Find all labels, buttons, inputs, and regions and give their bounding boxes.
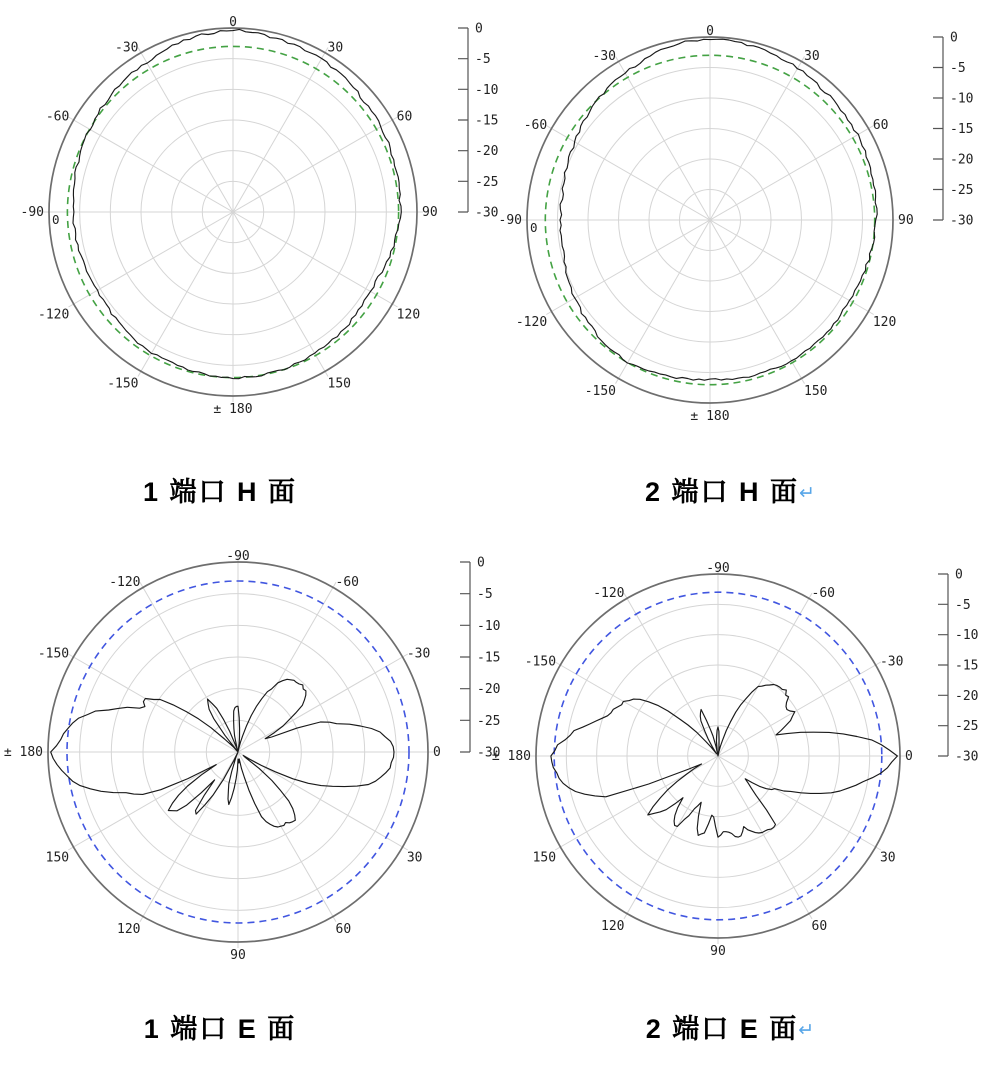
svg-text:-30: -30 bbox=[879, 654, 904, 670]
svg-text:-150: -150 bbox=[37, 646, 70, 662]
polar-chart-port1-e-plane bbox=[0, 540, 510, 990]
svg-text:0: 0 bbox=[229, 15, 237, 30]
svg-text:0: 0 bbox=[706, 24, 714, 39]
svg-text:0: 0 bbox=[955, 567, 963, 583]
svg-text:-15: -15 bbox=[475, 113, 499, 129]
svg-text:-20: -20 bbox=[477, 682, 501, 698]
svg-text:60: 60 bbox=[872, 118, 889, 133]
svg-text:150: 150 bbox=[532, 850, 557, 866]
svg-text:-5: -5 bbox=[475, 52, 491, 68]
svg-text:90: 90 bbox=[710, 944, 726, 959]
svg-text:60: 60 bbox=[811, 918, 828, 934]
svg-text:90: 90 bbox=[422, 205, 438, 220]
svg-text:-20: -20 bbox=[475, 144, 499, 160]
polar-chart-port2-h-plane bbox=[490, 0, 1000, 450]
svg-text:-90: -90 bbox=[498, 213, 522, 228]
svg-text:-10: -10 bbox=[475, 82, 499, 98]
svg-text:-60: -60 bbox=[335, 575, 359, 591]
svg-text:-120: -120 bbox=[593, 586, 625, 602]
svg-text:-20: -20 bbox=[955, 688, 979, 704]
svg-text:-20: -20 bbox=[950, 152, 974, 168]
paragraph-mark-icon: ↵ bbox=[799, 483, 815, 504]
svg-text:-120: -120 bbox=[515, 315, 548, 330]
caption-port1-e-plane bbox=[0, 1007, 440, 1046]
svg-text:-30: -30 bbox=[477, 745, 501, 761]
svg-text:0: 0 bbox=[433, 745, 441, 760]
svg-text:120: 120 bbox=[396, 307, 421, 323]
svg-text:60: 60 bbox=[335, 921, 352, 937]
caption-text: 2 端口 H 面 bbox=[645, 477, 800, 507]
svg-text:-30: -30 bbox=[406, 646, 431, 662]
svg-text:0: 0 bbox=[950, 30, 958, 46]
caption-port1-h-plane bbox=[0, 470, 440, 509]
caption-text: 1 端口 E 面 bbox=[143, 1014, 297, 1044]
svg-text:-120: -120 bbox=[38, 307, 70, 323]
svg-text:-25: -25 bbox=[475, 174, 499, 190]
svg-text:-10: -10 bbox=[955, 628, 979, 644]
svg-text:0: 0 bbox=[52, 212, 60, 227]
svg-text:150: 150 bbox=[45, 850, 70, 866]
svg-text:-15: -15 bbox=[477, 650, 501, 666]
svg-text:150: 150 bbox=[327, 376, 351, 392]
svg-text:0: 0 bbox=[475, 21, 483, 37]
caption-port2-h-plane bbox=[490, 470, 970, 509]
caption-text: 1 端口 H 面 bbox=[142, 477, 298, 507]
svg-text:30: 30 bbox=[327, 40, 344, 56]
svg-text:-120: -120 bbox=[109, 575, 141, 591]
svg-text:-30: -30 bbox=[475, 205, 499, 221]
polar-chart-port2-e-plane bbox=[490, 540, 1000, 990]
svg-text:± 180: ± 180 bbox=[3, 745, 43, 760]
svg-text:-90: -90 bbox=[706, 561, 730, 576]
svg-text:120: 120 bbox=[117, 921, 141, 937]
svg-text:-90: -90 bbox=[20, 205, 44, 220]
svg-text:120: 120 bbox=[872, 315, 897, 330]
svg-text:-60: -60 bbox=[811, 586, 835, 602]
svg-text:-15: -15 bbox=[950, 122, 974, 137]
svg-text:-30: -30 bbox=[115, 40, 139, 56]
svg-text:90: 90 bbox=[230, 948, 246, 963]
svg-text:-15: -15 bbox=[955, 658, 979, 674]
svg-text:-10: -10 bbox=[477, 618, 501, 634]
svg-text:-150: -150 bbox=[107, 376, 139, 392]
svg-text:± 180: ± 180 bbox=[690, 409, 730, 424]
svg-text:90: 90 bbox=[898, 213, 914, 228]
svg-text:-30: -30 bbox=[592, 49, 616, 65]
svg-text:-5: -5 bbox=[950, 61, 966, 76]
svg-text:-30: -30 bbox=[955, 749, 979, 765]
svg-text:-60: -60 bbox=[45, 109, 70, 125]
svg-text:-5: -5 bbox=[477, 587, 493, 603]
svg-text:-5: -5 bbox=[955, 597, 971, 613]
svg-text:-25: -25 bbox=[955, 719, 979, 735]
svg-text:60: 60 bbox=[396, 109, 413, 125]
svg-text:± 180: ± 180 bbox=[491, 749, 531, 764]
svg-text:120: 120 bbox=[601, 918, 625, 934]
svg-text:30: 30 bbox=[804, 49, 820, 65]
svg-text:0: 0 bbox=[905, 749, 913, 764]
polar-chart-port1-h-plane bbox=[0, 0, 510, 450]
svg-text:-30: -30 bbox=[950, 213, 974, 229]
caption-text: 2 端口 E 面 bbox=[645, 1014, 799, 1044]
svg-text:-150: -150 bbox=[584, 383, 616, 399]
svg-text:± 180: ± 180 bbox=[213, 402, 253, 417]
svg-text:30: 30 bbox=[406, 850, 423, 866]
svg-text:-25: -25 bbox=[477, 713, 501, 729]
svg-text:30: 30 bbox=[879, 850, 896, 866]
svg-text:-10: -10 bbox=[950, 91, 974, 107]
caption-port2-e-plane bbox=[490, 1007, 970, 1046]
svg-text:0: 0 bbox=[477, 555, 485, 571]
svg-text:-60: -60 bbox=[523, 118, 548, 133]
paragraph-mark-icon: ↵ bbox=[798, 1020, 815, 1041]
svg-text:-150: -150 bbox=[524, 654, 557, 670]
svg-text:-25: -25 bbox=[950, 183, 974, 198]
svg-text:0: 0 bbox=[530, 220, 538, 235]
svg-text:150: 150 bbox=[804, 383, 828, 399]
svg-text:-90: -90 bbox=[226, 549, 250, 564]
